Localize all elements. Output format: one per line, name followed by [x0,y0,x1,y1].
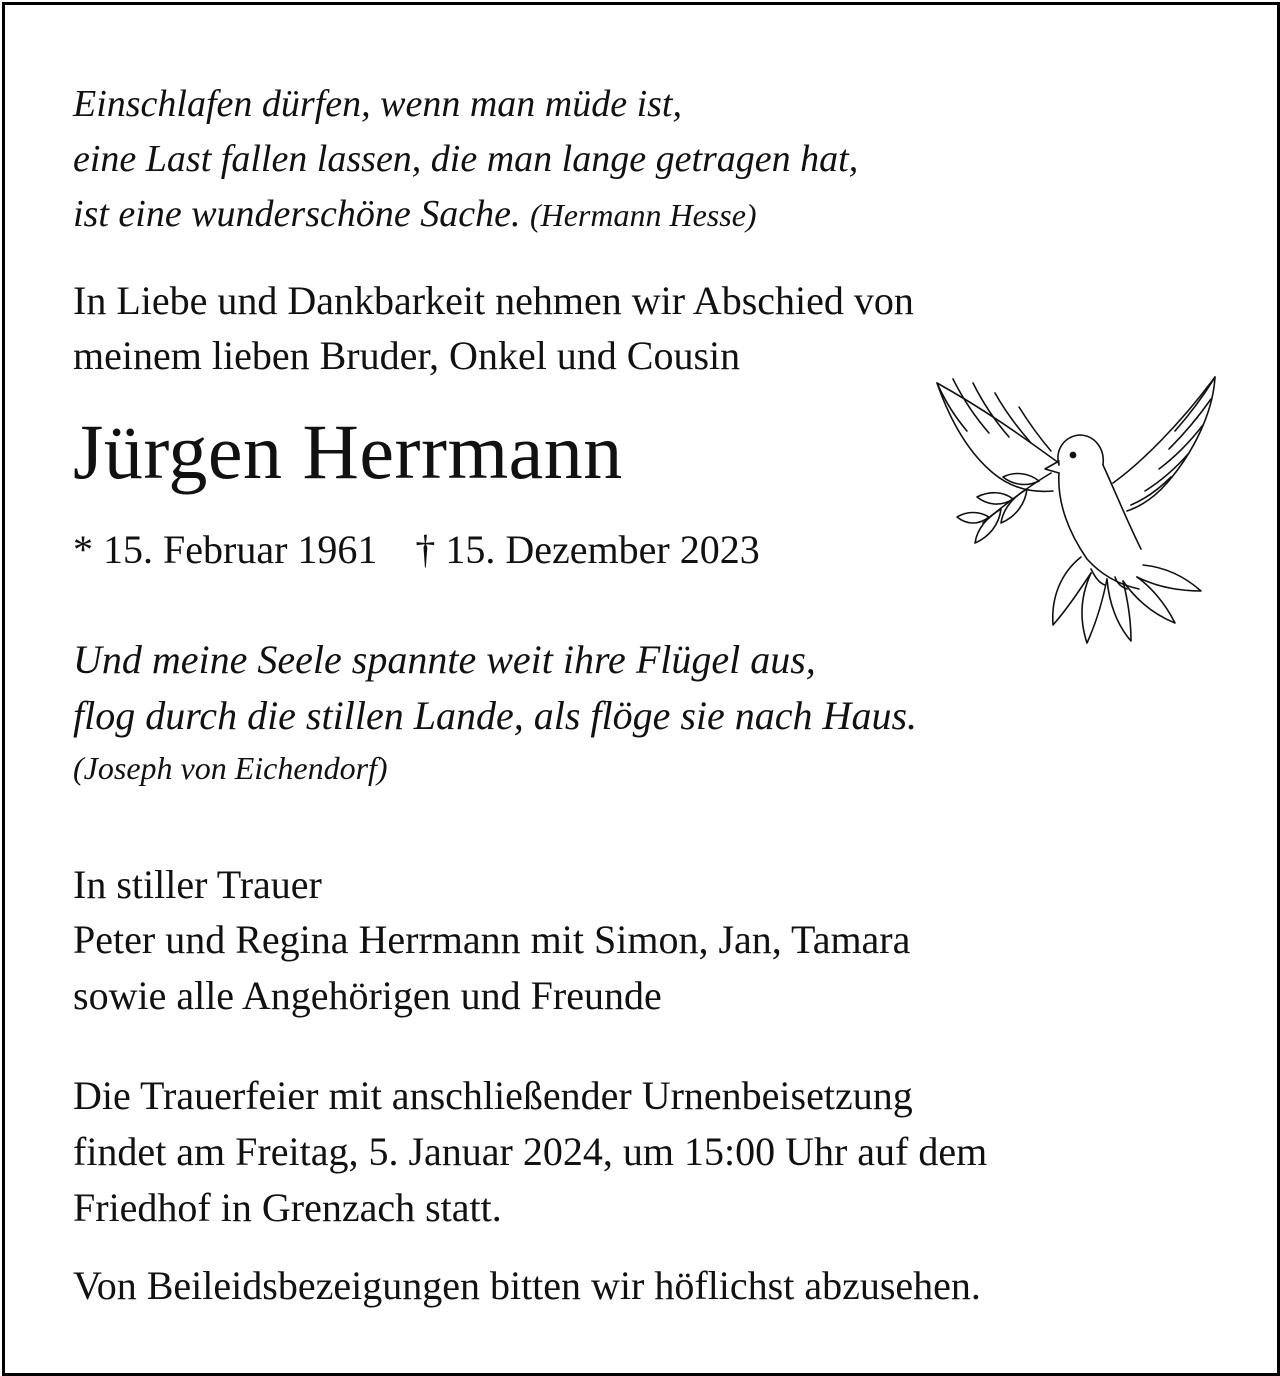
quote-eichendorff-line-2: flog durch die stillen Lande, als flöge sie nach Haus. [73,693,918,738]
intro-line-1: In Liebe und Dankbarkeit nehmen wir Abschied von [73,278,914,323]
birth-date: * 15. Februar 1961 [73,527,378,572]
intro-line-2: meinem lieben Bruder, Onkel und Cousin [73,333,741,378]
quote-hesse-line-3 [73,187,757,242]
quote-hesse-line-1: Einschlafen dürfen, wenn man müde ist, [73,83,682,125]
obituary-frame [2,2,1280,1376]
funeral-line-3: Friedhof in Grenzach statt. [73,1185,502,1230]
funeral-line-1: Die Trauerfeier mit anschließender Urnenbeisetzung [73,1073,913,1118]
quote-eichendorff-line-1: Und meine Seele spannte weit ihre Flügel aus, [73,637,816,682]
quote-hesse-author: (Hermann Hesse) [529,197,757,233]
mourners-line-2: Peter und Regina Herrmann mit Simon, Jan, Tamara [73,917,911,962]
dove-with-olive-branch-icon [931,373,1221,649]
quote-eichendorff-author: (Joseph von Eichendorf) [73,750,388,786]
mourners-line-1: In stiller Trauer [73,862,322,907]
mourners-line-3: sowie alle Angehörigen und Freunde [73,973,662,1018]
closing-note: Von Beileidsbezeigungen bitten wir höflichst abzusehen. [73,1263,981,1308]
quote-hesse-line-2: eine Last fallen lassen, die man lange getragen hat, [73,138,859,180]
funeral-line-2: findet am Freitag, 5. Januar 2024, um 15:00 Uhr auf dem [73,1129,988,1174]
life-dates [73,525,760,575]
death-date: † 15. Dezember 2023 [415,527,760,572]
quote-hesse-text: ist eine wunderschöne Sache. [73,193,521,235]
deceased-name: Jürgen Herrmann [73,408,623,495]
